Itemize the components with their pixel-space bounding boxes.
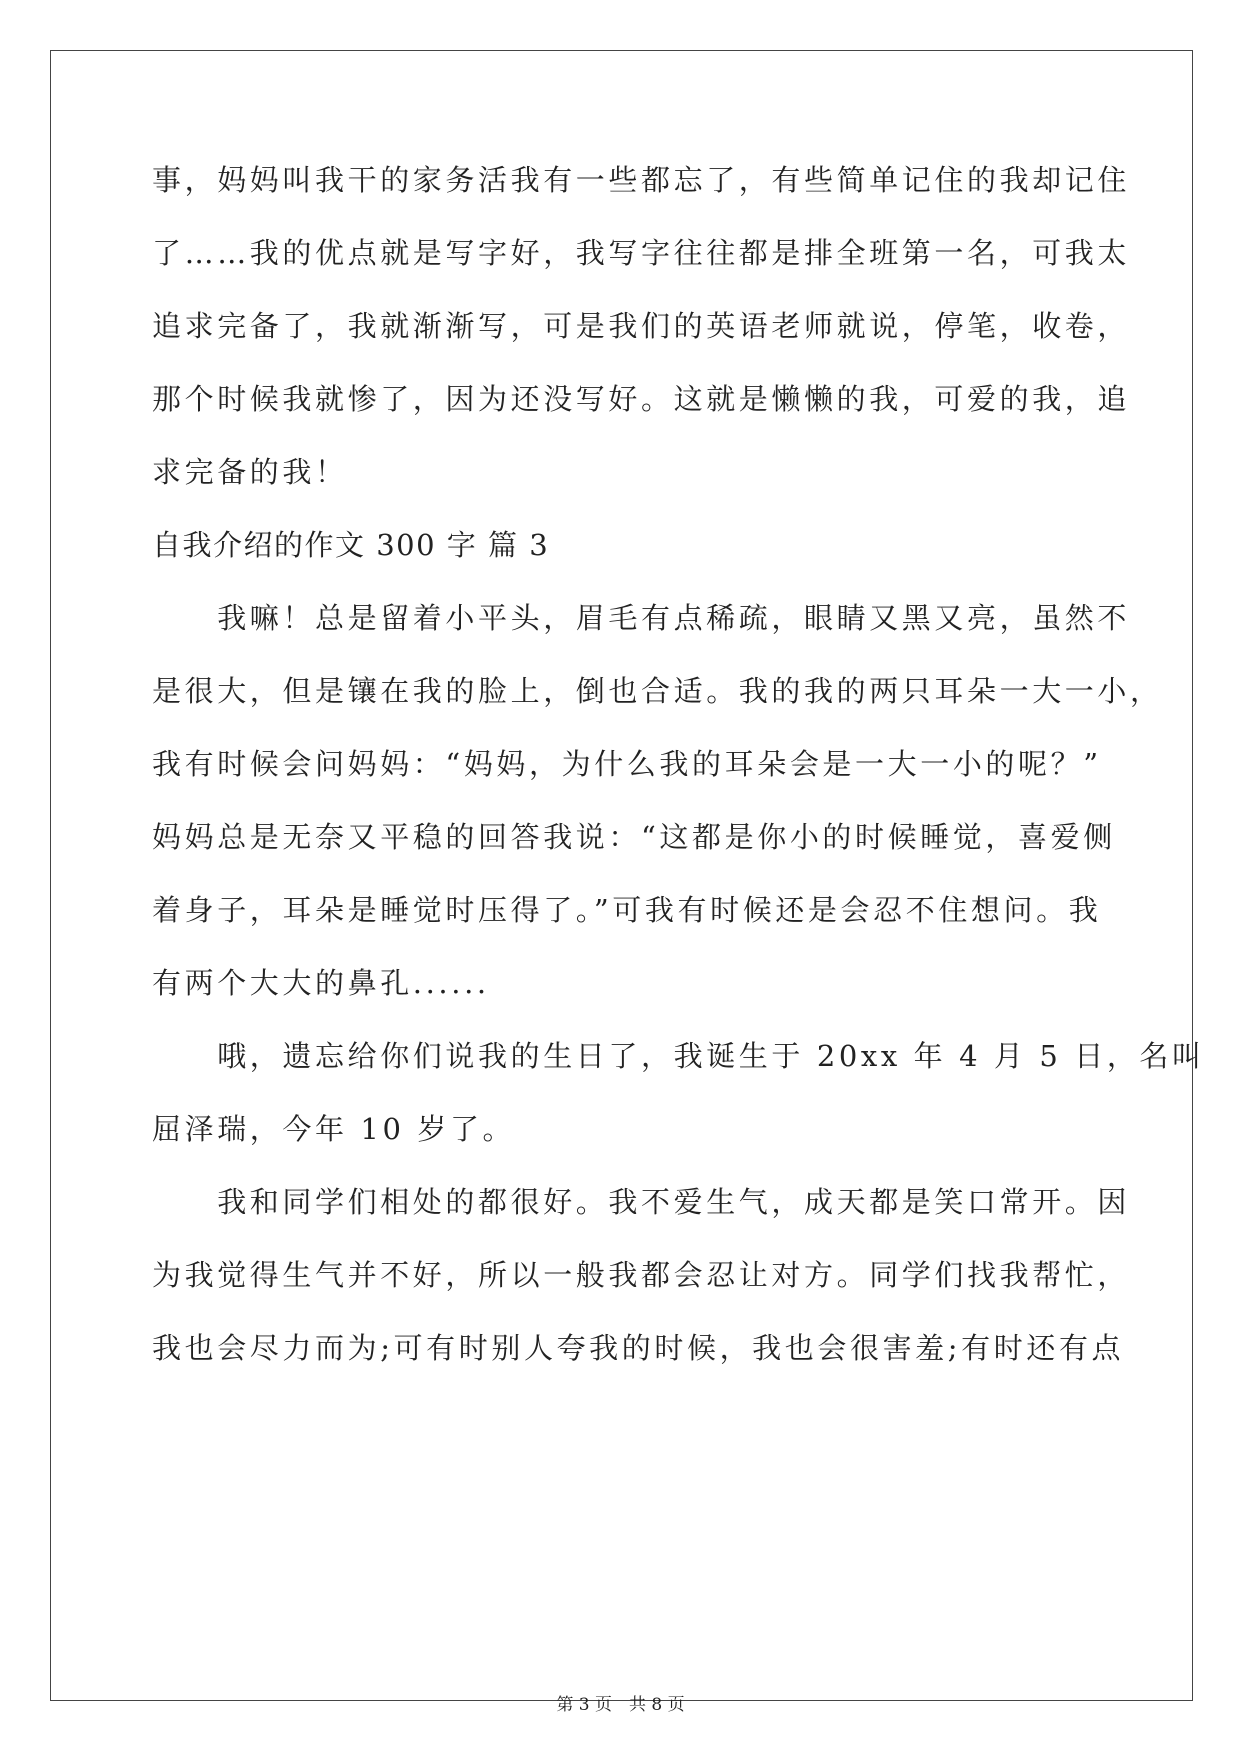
page-border [50, 50, 1193, 1701]
text-line: 是很大，但是镶在我的脸上，倒也合适。我的我的两只耳朵一大一小， [152, 674, 1163, 708]
text-line: 求完备的我！ [152, 455, 348, 489]
text-line: 着身子，耳朵是睡觉时压得了。”可我有时候还是会忍不住想问。我 [152, 893, 1102, 927]
text-line: 为我觉得生气并不好，所以一般我都会忍让对方。同学们找我帮忙， [152, 1258, 1131, 1292]
text-line: 屈泽瑞，今年 10 岁了。 [152, 1112, 516, 1146]
text-line: 我嘛！总是留着小平头，眉毛有点稀疏，眼睛又黑又亮，虽然不 [152, 601, 1131, 635]
text-line: 妈妈总是无奈又平稳的回答我说：“这都是你小的时候睡觉，喜爱侧 [152, 820, 1116, 854]
text-line: 追求完备了，我就渐渐写，可是我们的英语老师就说，停笔，收卷， [152, 309, 1131, 343]
page-footer [0, 1690, 1241, 1715]
text-line: 有两个大大的鼻孔...... [152, 966, 490, 1000]
text-line: 我有时候会问妈妈：“妈妈，为什么我的耳朵会是一大一小的呢？” [152, 747, 1102, 781]
page-number: 第 3 页 共 8 页 [556, 1695, 685, 1715]
text-line: 我也会尽力而为;可有时别人夸我的时候，我也会很害羞;有时还有点 [152, 1331, 1125, 1365]
text-line: 了……我的优点就是写字好，我写字往往都是排全班第一名，可我太 [152, 236, 1131, 270]
text-line: 我和同学们相处的都很好。我不爱生气，成天都是笑口常开。因 [152, 1185, 1131, 1219]
text-line: 事，妈妈叫我干的家务活我有一些都忘了，有些简单记住的我却记住 [152, 163, 1131, 197]
section-heading: 自我介绍的作文 300 字 篇 3 [152, 528, 550, 562]
text-line: 哦，遗忘给你们说我的生日了，我诞生于 20xx 年 4 月 5 日，名叫 [152, 1039, 1205, 1073]
text-line: 那个时候我就惨了，因为还没写好。这就是懒懒的我，可爱的我，追 [152, 382, 1131, 416]
